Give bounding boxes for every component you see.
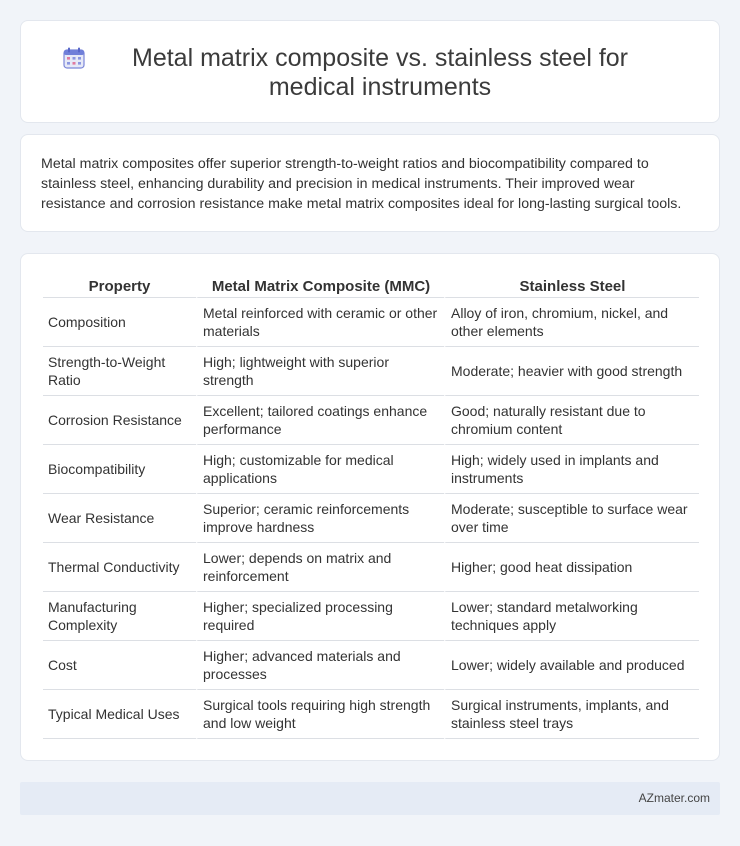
mmc-cell: Superior; ceramic reinforcements improve hardness: [196, 494, 444, 543]
mmc-cell: Lower; depends on matrix and reinforcement: [196, 543, 444, 592]
title-card: [20, 20, 720, 123]
table-row: [43, 494, 699, 543]
table-row: [43, 445, 699, 494]
table-row: [43, 298, 699, 347]
steel-cell: Good; naturally resistant due to chromium content: [444, 396, 699, 445]
steel-cell: Higher; good heat dissipation: [444, 543, 699, 592]
description-text: Metal matrix composites offer superior strength-to-weight ratios and biocompatibility compared to stainless steel, enhancing durability and precision in medical instruments. Their improved wear resistance and corrosion resistance make metal matrix composites ideal for long-lasting surgical tools.: [41, 156, 682, 212]
header-mmc: Metal Matrix Composite (MMC): [196, 274, 444, 298]
property-cell: Wear Resistance: [43, 494, 196, 543]
comparison-table-card: [20, 253, 720, 761]
table-row: [43, 347, 699, 396]
table-row: [43, 690, 699, 739]
property-cell: Strength-to-Weight Ratio: [43, 347, 196, 396]
footer-bar: [20, 782, 720, 815]
page-title: Metal matrix composite vs. stainless steel for medical instruments: [132, 44, 628, 101]
mmc-cell: Higher; advanced materials and processes: [196, 641, 444, 690]
steel-cell: Moderate; susceptible to surface wear over time: [444, 494, 699, 543]
property-cell: Typical Medical Uses: [43, 690, 196, 739]
table-header-row: [43, 274, 699, 298]
mmc-cell: Excellent; tailored coatings enhance performance: [196, 396, 444, 445]
steel-cell: Lower; widely available and produced: [444, 641, 699, 690]
header-stainless-steel: Stainless Steel: [444, 274, 699, 298]
mmc-cell: Metal reinforced with ceramic or other materials: [196, 298, 444, 347]
property-cell: Cost: [43, 641, 196, 690]
steel-cell: Lower; standard metalworking techniques apply: [444, 592, 699, 641]
table-row: [43, 641, 699, 690]
mmc-cell: High; lightweight with superior strength: [196, 347, 444, 396]
mmc-cell: High; customizable for medical applications: [196, 445, 444, 494]
property-cell: Corrosion Resistance: [43, 396, 196, 445]
comparison-table: [43, 274, 699, 739]
property-cell: Biocompatibility: [43, 445, 196, 494]
table-row: [43, 543, 699, 592]
steel-cell: Moderate; heavier with good strength: [444, 347, 699, 396]
table-row: [43, 396, 699, 445]
header-property: Property: [43, 274, 196, 298]
table-row: [43, 592, 699, 641]
steel-cell: Alloy of iron, chromium, nickel, and other elements: [444, 298, 699, 347]
mmc-cell: Surgical tools requiring high strength and low weight: [196, 690, 444, 739]
property-cell: Manufacturing Complexity: [43, 592, 196, 641]
description-card: [20, 134, 720, 232]
property-cell: Composition: [43, 298, 196, 347]
steel-cell: High; widely used in implants and instruments: [444, 445, 699, 494]
mmc-cell: Higher; specialized processing required: [196, 592, 444, 641]
property-cell: Thermal Conductivity: [43, 543, 196, 592]
steel-cell: Surgical instruments, implants, and stainless steel trays: [444, 690, 699, 739]
footer-site-link[interactable]: AZmater.com: [638, 791, 710, 805]
